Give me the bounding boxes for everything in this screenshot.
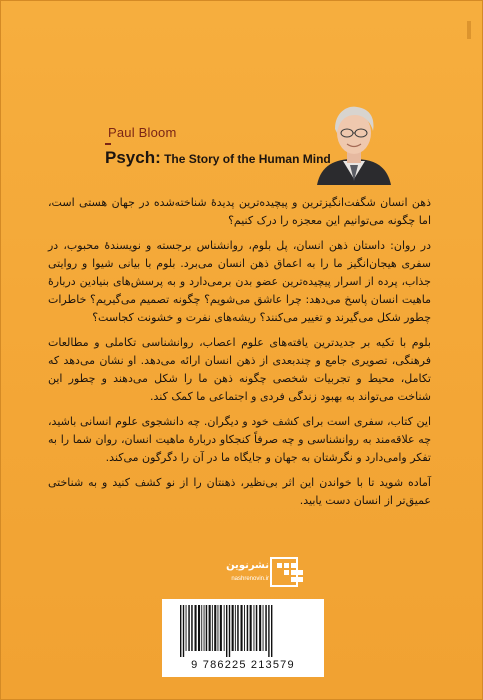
- barcode-bar: [235, 605, 236, 651]
- barcode-bar: [201, 605, 202, 651]
- barcode-bar: [271, 605, 272, 657]
- author-portrait: [313, 101, 395, 185]
- publisher-name: نشرنوین: [226, 560, 269, 571]
- barcode-bar: [188, 605, 190, 651]
- corner-mark: [467, 21, 471, 39]
- barcode-bar: [214, 605, 216, 651]
- barcode-bar: [229, 605, 230, 657]
- barcode-bar: [256, 605, 257, 651]
- barcode-bar: [191, 605, 193, 651]
- author-name: Paul Bloom: [108, 125, 177, 140]
- blurb-paragraph: آماده شوید تا با خواندن این اثر بی‌نظیر، ذهنتان را از نو کشف کنید و به شناختی عمیق‌تر از انسان دست یابید.: [48, 476, 431, 507]
- barcode-bar: [254, 605, 255, 651]
- title-accent-rule: [105, 143, 111, 145]
- barcode-bar: [265, 605, 267, 651]
- barcode-bar: [244, 605, 245, 651]
- blurb-text: [48, 194, 431, 517]
- publisher-logo-icon: [269, 554, 305, 590]
- barcode-bar: [198, 605, 200, 651]
- barcode-bar: [220, 605, 222, 651]
- blurb-paragraph: در روان: داستان ذهن انسان، پل بلوم، روانشناس برجسته و نویسندهٔ محبوب، در سفری هیجان‌انگیز ما را به اعماق ذهن انسان می‌برد. بلوم با بیانی شیوا و روایتی جذاب، پرده از اسرار پیچیده‌ترین عضو بدن برمی‌دارد و به پرسش‌های بنیادین دربارهٔ ماهیت انسان پاسخ می‌دهد: چرا عاشق می‌شویم؟ چگونه تصمیم می‌گیریم؟ خاطرات چطور شکل می‌گیرند و تغییر می‌کنند؟ ریشه‌های نفرت و خشونت کجاست؟: [48, 239, 431, 324]
- barcode-bar: [209, 605, 211, 651]
- blurb-paragraph: این کتاب، سفری است برای کشف خود و دیگران. چه دانشجوی علوم انسانی باشید، چه علاقه‌مند به روانشناسی و چه صرفاً کنجکاو دربارهٔ ماهیت انسان، روان شما را به تفکر وامی‌دارد و نگرشتان به جهان و جایگاه ما در آن را دگرگون می‌کند.: [48, 415, 431, 464]
- barcode-bar: [195, 605, 197, 651]
- barcode-bar: [268, 605, 269, 657]
- barcode-bars: [176, 605, 310, 657]
- barcode-bar: [226, 605, 227, 657]
- barcode-bar: [250, 605, 252, 651]
- barcode-bar: [259, 605, 261, 651]
- barcode-bar: [183, 605, 184, 657]
- barcode-bar: [204, 605, 205, 651]
- isbn-barcode: [162, 599, 324, 677]
- barcode-bar: [206, 605, 208, 651]
- book-title-word: Psych:: [105, 148, 161, 167]
- barcode-bar: [218, 605, 219, 651]
- barcode-bar: [263, 605, 264, 651]
- isbn-number: 9 786225 213579: [191, 659, 295, 671]
- barcode-bar: [186, 605, 187, 651]
- barcode-bar: [237, 605, 239, 651]
- barcode-bar: [224, 605, 225, 651]
- barcode-bar: [232, 605, 234, 651]
- publisher-url: nashrenovin.ir: [231, 576, 269, 582]
- publisher-logo: [213, 554, 305, 590]
- blurb-paragraph: ذهن انسان شگفت‌انگیزترین و پیچیده‌ترین پدیدهٔ شناخته‌شده در جهان هستی است، اما چگونه می‌توانیم این معجزه را درک کنیم؟: [48, 196, 431, 227]
- barcode-bar: [241, 605, 243, 651]
- book-title: [105, 148, 331, 168]
- barcode-bar: [247, 605, 249, 651]
- blurb-paragraph: بلوم با تکیه بر جدیدترین یافته‌های علوم اعصاب، روانشناسی تکاملی و مطالعات فرهنگی، تصویری جامع و چندبعدی از ذهن انسان ارائه می‌دهد. او نشان می‌دهد که تکامل، محیط و تجربیات شخصی چگونه ذهن ما را شکل می‌دهند و چطور این شناخت می‌تواند به بهبود زندگی فردی و اجتماعی ما کمک کند.: [48, 336, 431, 403]
- book-title-subtitle: The Story of the Human Mind: [160, 152, 331, 166]
- barcode-bar: [212, 605, 213, 651]
- barcode-bar: [180, 605, 181, 657]
